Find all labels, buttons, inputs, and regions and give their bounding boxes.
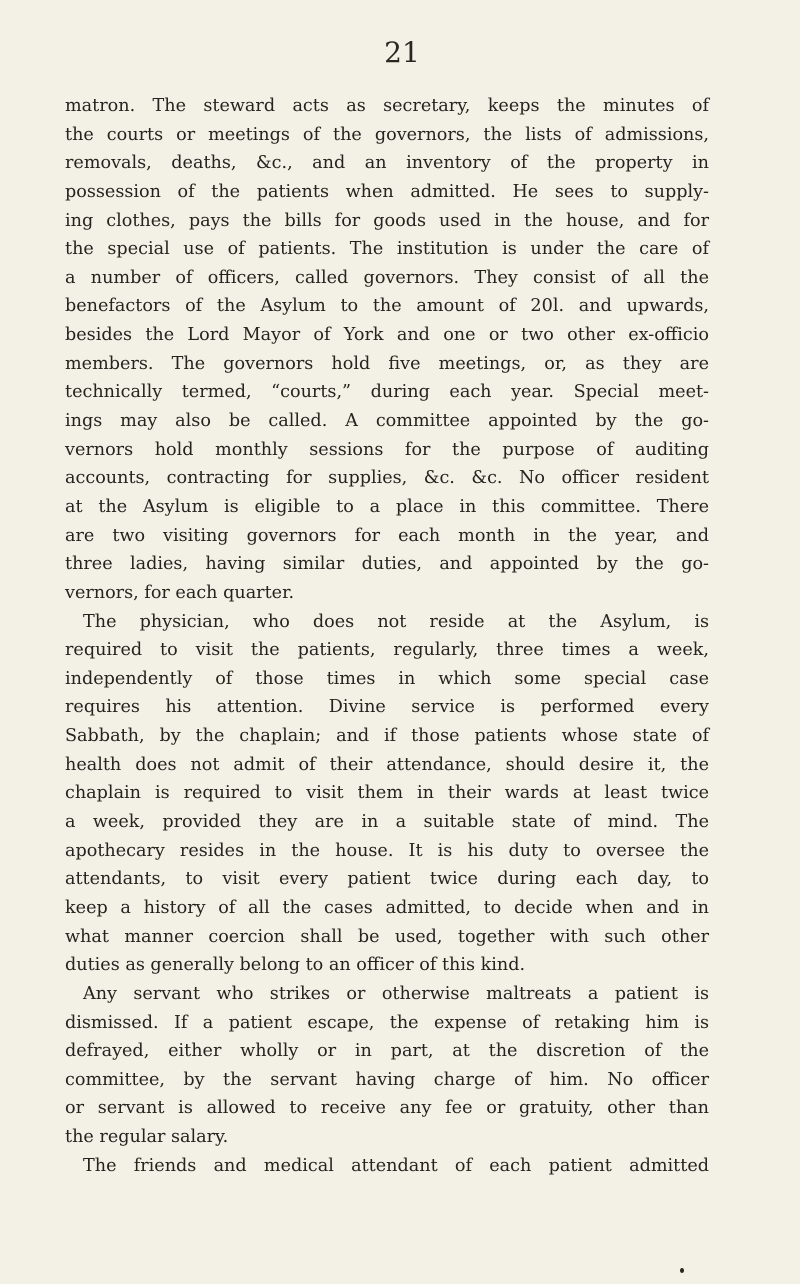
text-line: The friends and medical attendant of each patient admitted xyxy=(83,1155,709,1176)
text-line: defrayed, either wholly or in part, at the discretion of the xyxy=(65,1041,709,1062)
text-line: technically termed, “courts,” during each year. Special meet- xyxy=(65,382,709,403)
text-line: accounts, contracting for supplies, &c. &c. No officer resident xyxy=(65,468,709,489)
text-line: keep a history of all the cases admitted, to decide when and in xyxy=(65,897,709,918)
text-line: what manner coercion shall be used, together with such other xyxy=(65,926,709,947)
text-line: required to visit the patients, regularly, three times a week, xyxy=(65,640,709,661)
text-line: Sabbath, by the chaplain; and if those patients whose state of xyxy=(65,726,709,747)
text-line: three ladies, having similar duties, and appointed by the go- xyxy=(65,554,709,575)
text-line: The physician, who does not reside at the Asylum, is xyxy=(83,611,709,632)
text-line: requires his attention. Divine service is performed every xyxy=(65,697,709,718)
text-line: the regular salary. xyxy=(65,1127,229,1148)
page-number: 21 xyxy=(384,36,420,69)
text-line: chaplain is required to visit them in their wards at least twice xyxy=(65,783,709,804)
text-line: benefactors of the Asylum to the amount of 20l. and upwards, xyxy=(65,296,709,317)
text-line: at the Asylum is eligible to a place in this committee. There xyxy=(65,496,709,517)
text-line: possession of the patients when admitted. He sees to supply- xyxy=(65,181,709,202)
text-line: independently of those times in which some special case xyxy=(65,668,709,689)
text-line: attendants, to visit every patient twice during each day, to xyxy=(65,869,709,890)
text-line: ings may also be called. A committee appointed by the go- xyxy=(65,411,709,432)
body-text xyxy=(65,92,709,1180)
text-line: health does not admit of their attendance, should desire it, the xyxy=(65,754,709,775)
text-line: apothecary resides in the house. It is his duty to oversee the xyxy=(65,840,709,861)
print-speck xyxy=(680,1268,684,1273)
text-line: are two visiting governors for each month in the year, and xyxy=(65,525,709,546)
text-line: dismissed. If a patient escape, the expense of retaking him is xyxy=(65,1012,709,1033)
text-line: or servant is allowed to receive any fee or gratuity, other than xyxy=(65,1098,709,1119)
text-line: vernors hold monthly sessions for the purpose of auditing xyxy=(65,439,709,460)
text-line: removals, deaths, &c., and an inventory of the property in xyxy=(65,153,709,174)
text-line: the special use of patients. The institution is under the care of xyxy=(65,239,709,260)
text-line: ing clothes, pays the bills for goods used in the house, and for xyxy=(65,210,709,231)
text-line: Any servant who strikes or otherwise maltreats a patient is xyxy=(83,983,709,1004)
text-line: a number of officers, called governors. They consist of all the xyxy=(65,267,709,288)
text-line: matron. The steward acts as secretary, keeps the minutes of xyxy=(65,96,709,116)
text-line: members. The governors hold five meetings, or, as they are xyxy=(65,353,709,374)
text-line: besides the Lord Mayor of York and one or two other ex-officio xyxy=(65,325,709,346)
text-line: duties as generally belong to an officer of this kind. xyxy=(65,955,526,976)
text-line: a week, provided they are in a suitable state of mind. The xyxy=(65,812,709,833)
text-line: committee, by the servant having charge of him. No officer xyxy=(65,1069,709,1090)
text-line: the courts or meetings of the governors, the lists of admissions, xyxy=(65,124,709,145)
text-line: vernors, for each quarter. xyxy=(65,582,295,603)
